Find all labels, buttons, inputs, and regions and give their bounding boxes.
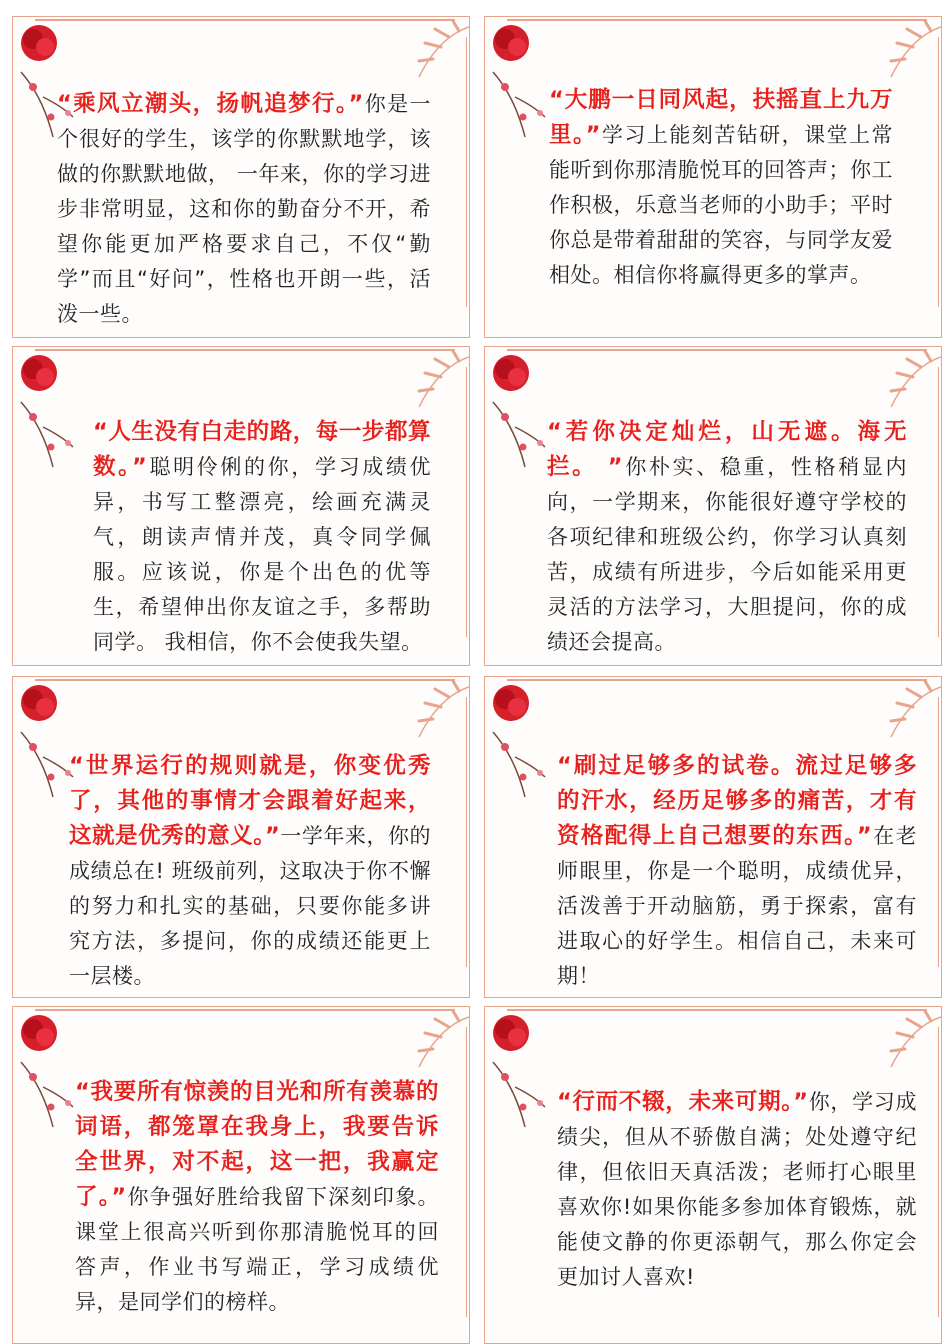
quote-text: “乘风立潮头，扬帆追梦行。” — [57, 91, 364, 117]
quote-text: “我要所有惊羡的目光和所有羡慕的词语，都笼罩在我身上，我要告诉全世界，对不起，这一把，我赢定了。” — [75, 1079, 439, 1210]
body-text: 你争强好胜给我留下深刻印象。课堂上很高兴听到你那清脆悦耳的回答声，作业书写端正，学习成绩优异，是同学们的榜样。 — [75, 1185, 440, 1314]
comment-text — [75, 1075, 439, 1320]
quote-text: “世界运行的规则就是，你变优秀了，其他的事情才会跟着好起来，这就是优秀的意义。” — [69, 753, 431, 849]
quote-text: “刷过足够多的试卷。流过足够多的汗水，经历足够多的痛苦，才有资格配得上自己想要的东西。” — [557, 753, 917, 849]
body-text: 聪明伶俐的你，学习成绩优异，书写工整漂亮，绘画充满灵气，朗读声情并茂，真令同学佩服。应该说，你是个出色的优等生，希望伸出你友谊之手，多帮助同学。 我相信，你不会使我失望。 — [93, 455, 432, 654]
body-text: 你，学习成绩尖，但从不骄傲自满；处处遵守纪律，但依旧天真活泼；老师打心眼里喜欢你!如果你能多参加体育锻炼，就能使文静的你更添朝气，那么你定会更加讨人喜欢! — [557, 1090, 918, 1289]
bamboo-branch-icon — [399, 677, 469, 757]
bamboo-branch-icon — [871, 677, 941, 757]
body-text: 在老师眼里，你是一个聪明，成绩优异，活泼善于开动脑筋，勇于探索，富有进取心的好学生。相信自己，未来可期！ — [557, 824, 918, 988]
comment-text — [557, 1085, 917, 1295]
comment-text — [547, 415, 907, 660]
body-text: 你是一个很好的学生，该学的你默默地学，该做的你默默地做， 一年来，你的学习进步非常明显，这和你的勤奋分不开，希望你能更加严格要求自己，不仅“勤学”而且“好问”，性格也开朗一些，活泼一些。 — [57, 92, 432, 326]
comment-text — [93, 415, 431, 660]
body-text: 你朴实、稳重，性格稍显内向，一学期来，你能很好遵守学校的各项纪律和班级公约，你学习认真刻苦，成绩有所进步，今后如能采用更灵活的方法学习，大胆提问，你的成绩还会提高。 — [547, 455, 908, 654]
quote-text: “大鹏一日同风起，扶摇直上九万里。” — [549, 87, 893, 148]
bamboo-branch-icon — [399, 17, 469, 97]
comment-card-4 — [484, 346, 942, 666]
comment-text — [69, 749, 431, 994]
body-text: 学习上能刻苦钻研，课堂上常能听到你那清脆悦耳的回答声；你工作积极，乐意当老师的小助手；平时你总是带着甜甜的笑容，与同学友爱相处。相信你将赢得更多的掌声。 — [549, 123, 893, 287]
comment-card-7 — [12, 1006, 470, 1344]
comment-card-6 — [484, 676, 942, 998]
comment-card-8 — [484, 1006, 942, 1344]
comment-card-2 — [484, 16, 942, 338]
quote-text: “若你决定灿烂，山无遮。海无拦。 ” — [547, 419, 907, 480]
comment-card-5 — [12, 676, 470, 998]
bamboo-branch-icon — [871, 1007, 941, 1087]
body-text: 一学年来，你的成绩总在! 班级前列，这取决于你不懈的努力和扎实的基础，只要你能多讲究方法，多提问，你的成绩还能更上一层楼。 — [69, 824, 431, 988]
comment-text — [549, 83, 893, 293]
comment-text — [57, 87, 431, 332]
comment-text — [557, 749, 917, 994]
comment-card-1 — [12, 16, 470, 338]
red-flower-icon — [13, 347, 103, 497]
quote-text: “人生没有白走的路，每一步都算数。” — [93, 419, 431, 480]
comment-card-3 — [12, 346, 470, 666]
quote-text: “行而不辍，未来可期。” — [557, 1089, 809, 1115]
